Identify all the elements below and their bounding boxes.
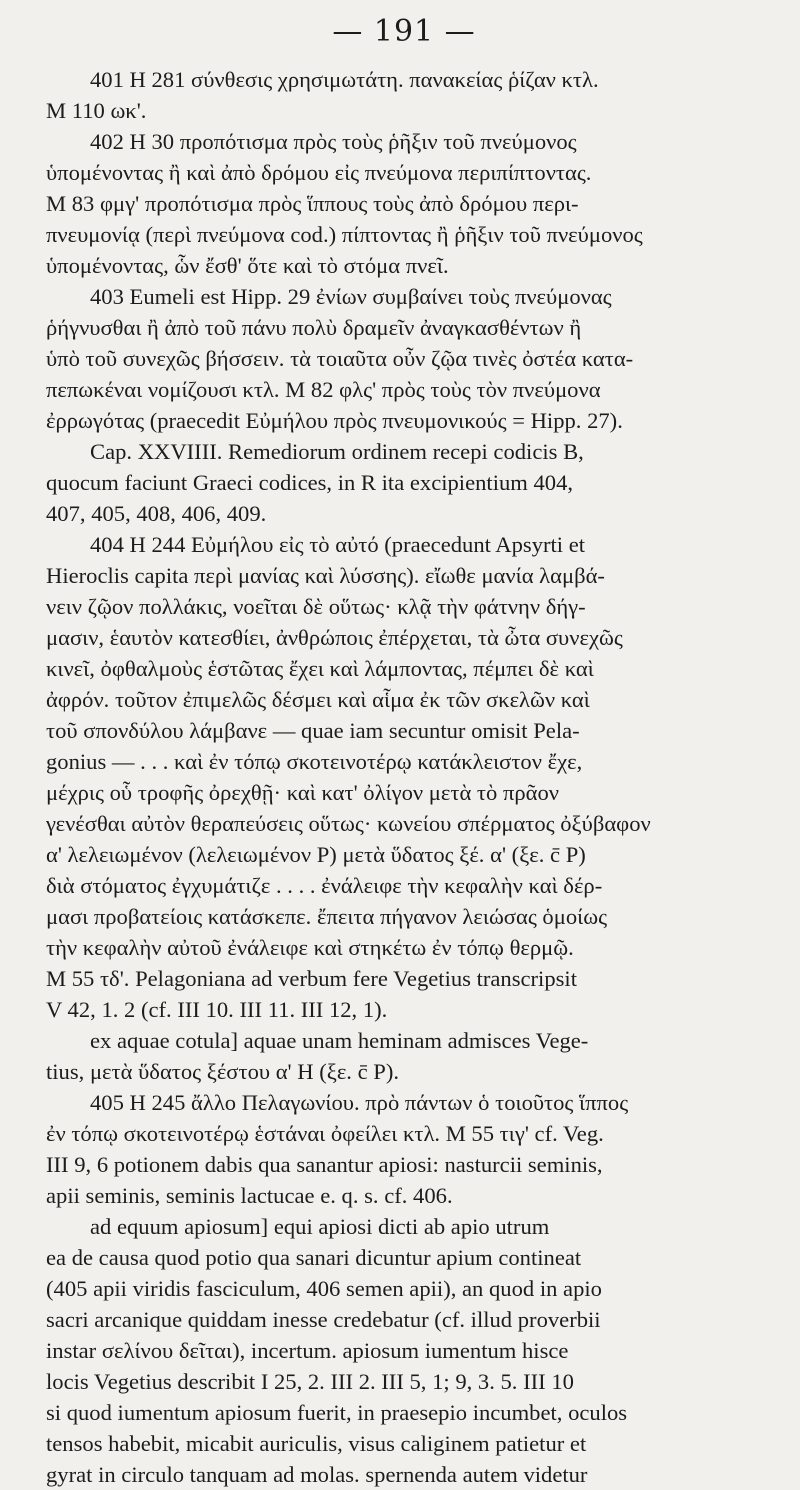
text-line: πνευμονίᾳ (περὶ πνεύμονα cod.) πίπτοντας ἢ ῥῆξιν τοῦ πνεύμονος (46, 222, 643, 247)
text-line: γενέσθαι αὐτὸν θεραπεύσεις οὕτως· κωνείου σπέρματος ὀξύβαφον (46, 811, 651, 836)
text-line: τὴν κεφαλὴν αὐτοῦ ἐνάλειφε καὶ στηκέτω ἐν τόπῳ θερμῷ. (46, 935, 574, 960)
text-line: apii seminis, seminis lactucae e. q. s. cf. 406. (46, 1183, 453, 1208)
text-line: μασι προβατείοις κατάσκεπε. ἔπειτα πήγανον λειώσας ὁμοίως (46, 904, 608, 929)
text-line: πεπωκέναι νομίζουσι κτλ. Μ 82 φλς' πρὸς τοὺς τὸν πνεύμονα (46, 377, 601, 402)
text-line: locis Vegetius describit I 25, 2. III 2. III 5, 1; 9, 3. 5. III 10 (46, 1369, 574, 1394)
text-line: quocum faciunt Graeci codices, in R ita excipientium 404, (46, 470, 574, 495)
text-line: διὰ στόματος ἐγχυμάτιζε . . . . ἐνάλειφε τὴν κεφαλὴν καὶ δέρ- (46, 873, 603, 898)
text-line: κινεῖ, ὀφθαλμοὺς ἑστῶτας ἔχει καὶ λάμποντας, πέμπει δὲ καὶ (46, 656, 594, 681)
text-line: α' λελειωμένον (λελειωμένον P) μετὰ ὕδατος ξέ. α' (ξε. c̄ P) (46, 842, 586, 867)
text-line: Μ 83 φμγ' προπότισμα πρὸς ἵππους τοὺς ἀπὸ δρόμου περι- (46, 191, 579, 216)
text-line: ex aquae cotula] aquae unam heminam admisces Vege- (90, 1028, 589, 1053)
text-line: 407, 405, 408, 406, 409. (46, 501, 267, 526)
text-line: νειν ζῷον πολλάκις, νοεῖται δὲ οὕτως· κλᾷ τὴν φάτνην δήγ- (46, 594, 586, 619)
text-line: (405 apii viridis fasciculum, 406 semen apii), an quod in apio (46, 1276, 602, 1301)
text-line: si quod iumentum apiosum fuerit, in praesepio incumbet, oculos (46, 1400, 628, 1425)
text-line: V 42, 1. 2 (cf. III 10. III 11. III 12, 1). (46, 997, 388, 1022)
text-line: Hieroclis capita περὶ μανίας καὶ λύσσης). εἴωθε μανία λαμβά- (46, 563, 605, 588)
text-line: μασιν, ἑαυτὸν κατεσθίει, ἀνθρώποις ἐπέρχεται, τὰ ὦτα συνεχῶς (46, 625, 623, 650)
text-line: tius, μετὰ ὕδατος ξέστου α' Η (ξε. c̄ P). (46, 1059, 400, 1084)
text-line: Cap. XXVIIII. Remediorum ordinem recepi codicis B, (90, 439, 584, 464)
text-line: 402 Η 30 προπότισμα πρὸς τοὺς ῥῆξιν τοῦ πνεύμονος (90, 129, 577, 154)
text-line: τοῦ σπονδύλου λάμβανε — quae iam secuntur omisit Pela- (46, 718, 580, 743)
page-body-text (46, 64, 762, 1490)
text-line: tensos habebit, micabit auriculis, visus caliginem patietur et (46, 1431, 587, 1456)
text-line: sacri arcanique quiddam inesse credebatur (cf. illud proverbii (46, 1307, 601, 1332)
text-line: μέχρις οὗ τροφῆς ὀρεχθῇ· καὶ κατ' ὀλίγον μετὰ τὸ πρᾶον (46, 780, 559, 805)
text-line: instar σελίνου δεῖται), incertum. apiosum iumentum hisce (46, 1338, 569, 1363)
text-line: 403 Eumeli est Hipp. 29 ἐνίων συμβαίνει τοὺς πνεύμονας (90, 284, 612, 309)
text-line: ὑπὸ τοῦ συνεχῶς βήσσειν. τὰ τοιαῦτα οὖν ζῷα τινὲς ὀστέα κατα- (46, 346, 634, 371)
text-line: 405 Η 245 ἄλλο Πελαγωνίου. πρὸ πάντων ὁ τοιοῦτος ἵππος (90, 1090, 629, 1115)
text-line: ῥήγνυσθαι ἢ ἀπὸ τοῦ πάνυ πολὺ δραμεῖν ἀναγκασθέντων ἢ (46, 315, 582, 340)
text-line: ὑπομένοντας, ὧν ἔσθ' ὅτε καὶ τὸ στόμα πνεῖ. (46, 253, 449, 278)
text-line: gyrat in circulo tanquam ad molas. spernenda autem videtur (46, 1462, 588, 1487)
text-line: ea de causa quod potio qua sanari dicuntur apium contineat (46, 1245, 582, 1270)
text-line: 404 Η 244 Εὐμήλου εἰς τὸ αὐτό (praecedunt Apsyrti et (90, 532, 586, 557)
text-line: gonius — . . . καὶ ἐν τόπῳ σκοτεινοτέρῳ κατάκλειστον ἔχε, (46, 749, 583, 774)
text-line: ἀφρόν. τοῦτον ἐπιμελῶς δέσμει καὶ αἷμα ἐκ τῶν σκελῶν καὶ (46, 687, 590, 712)
text-line: 401 Η 281 σύνθεσις χρησιμωτάτη. πανακείας ῥίζαν κτλ. (90, 67, 599, 92)
text-line: III 9, 6 potionem dabis qua sanantur apiosi: nasturcii seminis, (46, 1152, 603, 1177)
text-line: ἐρρωγότας (praecedit Εὐμήλου πρὸς πνευμονικούς = Hipp. 27). (46, 408, 623, 433)
text-line: ad equum apiosum] equi apiosi dicti ab apio utrum (90, 1214, 550, 1239)
text-line: Μ 55 τδ'. Pelagoniana ad verbum fere Vegetius transcripsit (46, 966, 577, 991)
text-line: Μ 110 ωκ'. (46, 98, 147, 123)
page-number: — 191 — (332, 14, 476, 49)
text-line: ὑπομένοντας ἢ καὶ ἀπὸ δρόμου εἰς πνεύμονα περιπίπτοντας. (46, 160, 592, 185)
text-line: ἐν τόπῳ σκοτεινοτέρῳ ἑστάναι ὀφείλει κτλ. Μ 55 τιγ' cf. Veg. (46, 1121, 604, 1146)
